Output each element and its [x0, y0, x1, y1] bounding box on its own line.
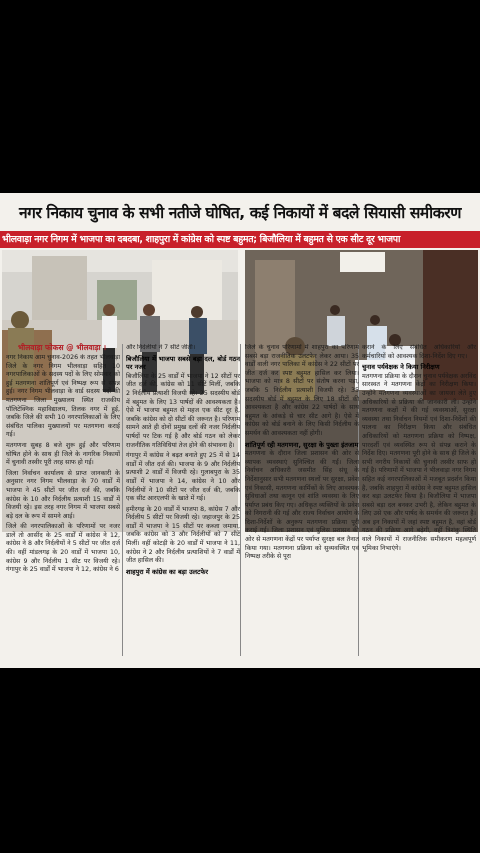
paragraph: जिला निर्वाचन कार्यालय से प्राप्त जानकारी के अनुसार नगर निगम भीलवाड़ा के 70 वार्डों में भाजपा ने 45 सीटों पर जीत दर्ज की, जबकि कांग्रेस के 10 और निर्दलीय प्रत्याशी 15 वार्डों में विजयी रहे। इस तरह नगर निगम में भाजपा सबसे बड़े दल के रूप में सामने आई।: [6, 469, 120, 520]
paragraph: मतगणना सुबह 8 बजे शुरू हुई और परिणाम घोषित होने के साथ ही जिले के नागरिक निकायों में चुनावी तस्वीर पूरी तरह साफ हो गई।: [6, 441, 120, 467]
article-column-2: [126, 344, 240, 649]
column-rule: [240, 344, 241, 656]
article-column-3: [245, 344, 359, 649]
section-heading: शांतिपूर्ण रही मतगणना, सुरक्षा के पुख्ता इंतजाम: [245, 440, 359, 449]
paragraph: हमीरगढ़ के 20 वार्डों में भाजपा 8, कांग्रेस 7 और निर्दलीय 5 सीटों पर विजयी रहे। जहाजपुर के 25 वार्डों में भाजपा ने 15 सीटों पर कब्जा जमाया, जबकि कांग्रेस को 3 और निर्दलीयों को 7 सीटें मिलीं। वहीं कोटड़ी के 20 वार्डों में भाजपा ने 11, कांग्रेस ने 2 और निर्दलीय प्रत्याशियों ने 7 वार्डों में जीत हासिल की।: [126, 505, 240, 565]
section-heading: चुनाव पर्यवेक्षक ने किया निरीक्षण: [362, 363, 440, 372]
photo-caption: भीलवाड़ा फोकस @ भीलवाड़ा ।: [18, 343, 107, 352]
headline: नगर निकाय चुनाव के सभी नतीजे घोषित, कई निकायों में बदले सियासी समीकरण: [18, 204, 462, 222]
article-column-1: [6, 354, 120, 659]
section-heading: शाहपुरा में कांग्रेस का बड़ा उलटफेर: [126, 567, 208, 576]
paragraph: जिले के चुनाव परिणामों में शाहपुरा का परिणाम सबसे बड़ा राजनीतिक उलटफेर लेकर आया। 35 वार्डों वाली नगर पालिका में कांग्रेस ने 22 सीटों पर जीत दर्ज कर स्पष्ट बहुमत हासिल कर लिया। भाजपा को मात्र 8 सीटों पर संतोष करना पड़ा, जबकि 5 निर्दलीय प्रत्याशी विजयी रहे। 35 सदस्यीय बोर्ड में बहुमत के लिए 18 सीटों की आवश्यकता है और कांग्रेस 22 पार्षदों के साथ बहुमत के आंकड़े से चार सीट आगे है। ऐसे में कांग्रेस को बोर्ड बनाने के लिए किसी निर्दलीय के समर्थन की आवश्यकता नहीं होगी।: [245, 344, 359, 437]
column-rule: [122, 344, 123, 656]
paragraph: कराने के लिए संबंधित अधिकारियों और कर्मचारियों को आवश्यक दिशा-निर्देश दिए गए।: [362, 344, 476, 360]
paragraph: गंगापुर में कांग्रेस ने बढ़त बनाते हुए 25 में से 14 वार्डों में जीत दर्ज की। भाजपा के 9 और निर्दलीय प्रत्याशी 2 वार्डों में विजयी रहे। गुलाबपुरा के 35 वार्डों में भाजपा ने 14, कांग्रेस ने 10 और निर्दलीयों ने 10 सीटों पर जीत दर्ज की, जबकि एक सीट आरएलपी के खाते में गई।: [126, 452, 240, 503]
newspaper-page: [0, 193, 480, 668]
subheadline-bar: भीलवाड़ा नगर निगम में भाजपा का दबदबा, शाहपुरा में कांग्रेस को स्पष्ट बहुमत; बिजौलिया में बहुमत से एक सीट दूर भाजपा: [0, 231, 480, 248]
paragraph: और निर्दलीयों ने 7 सीटें जीतीं।: [126, 344, 196, 351]
article-column-4: [362, 344, 476, 649]
paragraph: मतगणना के दौरान जिला प्रशासन की ओर से व्यापक व्यवस्थाएं सुनिश्चित की गईं। जिला निर्वाचन अधिकारी जसमीत सिंह संधू के निर्देशानुसार सभी मतगणना स्थलों पर सुरक्षा, प्रवेश एवं निकासी, मतगणना कार्मिकों के लिए आवश्यक सुविधाओं तथा कानून एवं शांति व्यवस्था के लिए पर्याप्त प्रबंध किए गए। अधिकृत व्यक्तियों के प्रवेश को निगरानी की गई और राज्य निर्वाचन आयोग के दिशा-निर्देशों के अनुरूप मतगणना प्रक्रिया पूरी कराई गई। जिला प्रशासन एवं पुलिस प्रशासन की ओर से मतगणना केंद्रों पर पर्याप्त सुरक्षा बल तैनात किया गया। मतगणना प्रक्रिया को सुव्यवस्थित एवं निष्पक्ष तरीके से पूरा: [245, 450, 359, 561]
paragraph: जिले की नगरपालिकाओं के परिणामों पर नजर डालें तो आसींद के 25 वार्डों में कांग्रेस ने 12, कांग्रेस ने 8 और निर्दलीयों ने 5 सीटों पर जीत दर्ज की। वहीं मांडलगढ़ के 20 वार्डों में भाजपा 10, कांग्रेस 9 और निर्दलीय 1 सीट पर विजयी रहे। गंगापुर के 25 वार्डों में भाजपा ने 12, कांग्रेस ने 6: [6, 523, 120, 574]
paragraph: बिजौलिया के 25 वार्डों में भाजपा ने 12 सीटों पर जीत दर्ज की, कांग्रेस को 11 सीटें मिलीं, जबकि 2 निर्दलीय प्रत्याशी विजयी रहे। 25 सदस्यीय बोर्ड में बहुमत के लिए 13 पार्षदों की आवश्यकता है। ऐसे में भाजपा बहुमत से महज एक सीट दूर है, जबकि कांग्रेस को दो सीटों की जरूरत है। परिणाम सामने आते ही दोनों प्रमुख दलों की नजर निर्दलीय पार्षदों पर टिक गई है और बोर्ड गठन को लेकर राजनीतिक गतिविधियां तेज होने की संभावना है।: [126, 372, 240, 449]
paragraph: मतगणना प्रक्रिया के दौरान चुनाव पर्यवेक्षक अरविंद सारस्वत ने मतगणना केंद्रों का निरीक्षण किया। उन्होंने मतगणना व्यवस्थाओं का जायजा लेते हुए अधिकारियों से प्रक्रिया की जानकारी ली। उन्होंने मतगणना कक्षों में की गई व्यवस्थाओं, सुरक्षा व्यवस्था तथा निर्वाचन नियमों एवं दिशा-निर्देशों की पालना का निरीक्षण किया और संबंधित अधिकारियों को मतगणना प्रक्रिया को निष्पक्ष, पारदर्शी एवं व्यवस्थित रूप से संपन्न कराने के निर्देश दिए। मतगणना पूरी होने के साथ ही जिले के सभी नगरीय निकायों की चुनावी तस्वीर साफ हो गई है। परिणामों में भाजपा ने भीलवाड़ा नगर निगम सहित कई नगरपालिकाओं में मजबूत प्रदर्शन किया है, जबकि शाहपुरा में कांग्रेस ने स्पष्ट बहुमत हासिल कर बड़ा उलटफेर किया है। बिजौलिया में भाजपा सबसे बड़ा दल बनकर उभरी है, लेकिन बहुमत के लिए उसे एक और पार्षद के समर्थन की जरूरत है। अब इन निकायों में जहां स्पष्ट बहुमत है, वहां बोर्ड गठन की प्रक्रिया आगे बढ़ेगी, वहीं त्रिशंकु स्थिति वाले निकायों में राजनीतिक समीकरण महत्वपूर्ण भूमिका निभाएंगे।: [362, 372, 476, 552]
section-heading: बिजौलिया में भाजपा सबसे बड़ा दल, बोर्ड गठन पर नजर: [126, 354, 240, 372]
paragraph: नगर निकाय आम चुनाव-2026 के तहत भीलवाड़ा जिले के नगर निगम भीलवाड़ा सहित 10 नगरपालिकाओं के सदस्य पदों के लिए सोमवार को हुई मतगणना शांतिपूर्ण एवं निष्पक्ष रूप से संपन्न हुई। नगर निगम भीलवाड़ा के वार्ड सदस्य पदों की मतगणना जिला मुख्यालय स्थित राजकीय पॉलिटेक्निक महाविद्यालय, तिलक नगर में हुई, जबकि जिले की सभी 10 नगरपालिकाओं के लिए संबंधित पालिका मुख्यालयों पर मतगणना कराई गई।: [6, 354, 120, 439]
